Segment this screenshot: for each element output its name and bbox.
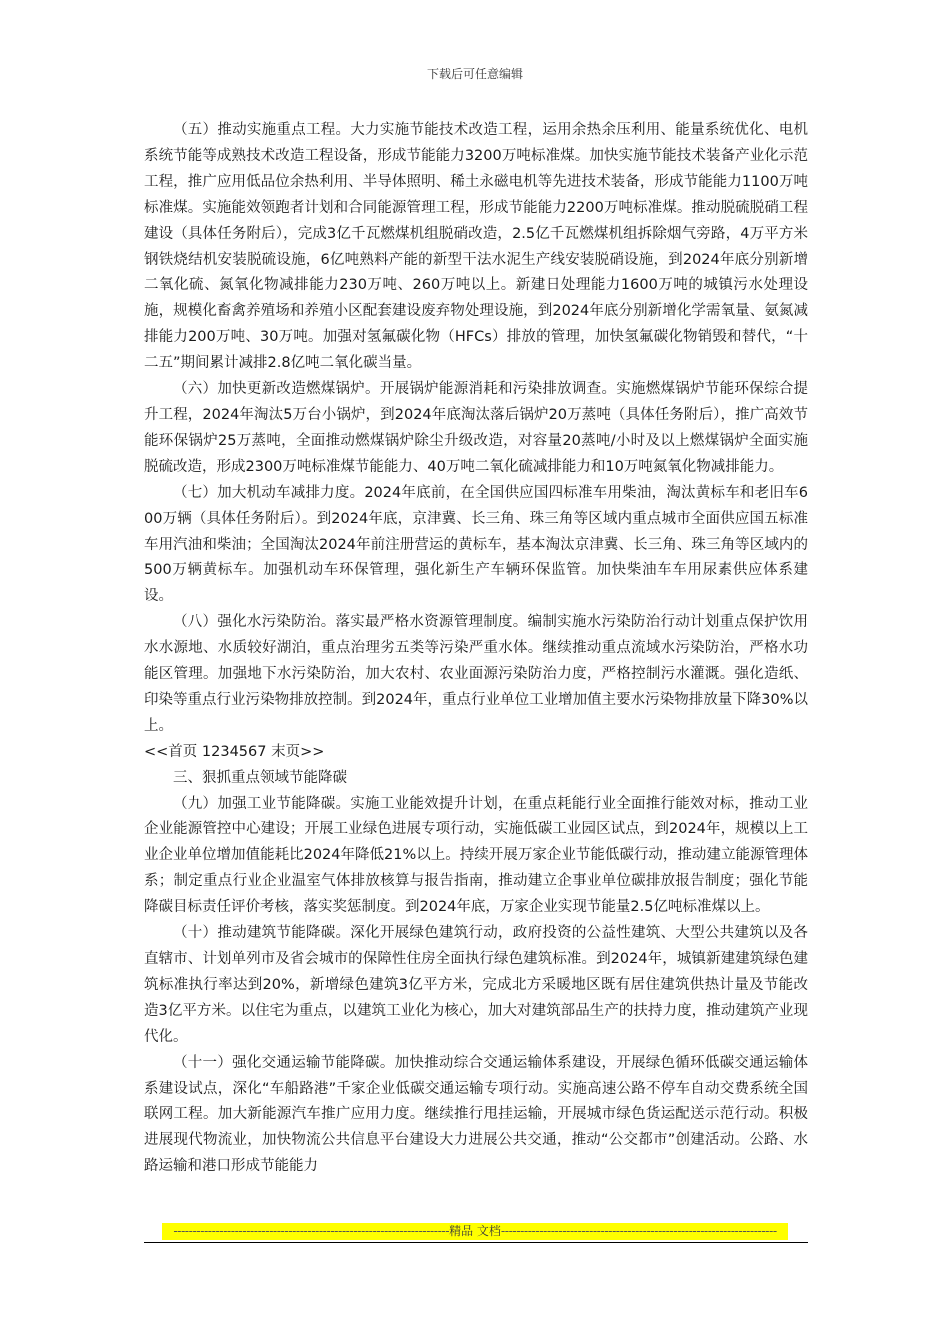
footer-label: 精品 文档 xyxy=(449,1224,501,1238)
document-body xyxy=(144,118,808,1180)
paragraph-11: （十一）强化交通运输节能降碳。加快推动综合交通运输体系建设，开展绿色循环低碳交通运输体系建设试点，深化“车船路港”千家企业低碳交通运输专项行动。实施高速公路不停车自动交费系统全国联网工程。加大新能源汽车推广应用力度。继续推行甩挂运输，开展城市绿色货运配送示范行动。积极进展现代物流业，加快物流公共信息平台建设大力进展公共交通，推动“公交都市”创建活动。公路、水路运输和港口形成节能能力 xyxy=(144,1054,808,1175)
footer-divider xyxy=(144,1242,808,1243)
footer-dashes-left: ------------------------------------------------------------------------ xyxy=(173,1224,450,1238)
paragraph-5: （五）推动实施重点工程。大力实施节能技术改造工程，运用余热余压利用、能量系统优化、电机系统节能等成熟技术改造工程设备，形成节能能力3200万吨标准煤。加快实施节能技术装备产业化示范工程，推广应用低品位余热利用、半导体照明、稀土永磁电机等先进技术装备，形成节能能力1100万吨标准煤。实施能效领跑者计划和合同能源管理工程，形成节能能力2200万吨标准煤。推动脱硫脱硝工程建设（具体任务附后），完成3亿千瓦燃煤机组脱硝改造，2.5亿千瓦燃煤机组拆除烟气旁路，4万平方米钢铁烧结机安装脱硫设施，6亿吨熟料产能的新型干法水泥生产线安装脱硝设施，到2024年底分别新增二氧化硫、氮氧化物减排能力230万吨、260万吨以上。新建日处理能力1600万吨的城镇污水处理设施，规模化畜禽养殖场和养殖小区配套建设废弃物处理设施，到2024年底分别新增化学需氧量、氨氮减排能力200万吨、30万吨。加强对氢氟碳化物（HFCs）排放的管理，加快氢氟碳化物销毁和替代，“十二五”期间累计减排2.8亿吨二氧化碳当量。 xyxy=(144,122,808,372)
footer-dashes-right: ------------------------------------------------------------------------ xyxy=(500,1224,777,1238)
section-heading: 三、狠抓重点领域节能降碳 xyxy=(173,769,347,786)
footer-banner xyxy=(162,1223,788,1240)
paragraph-10: （十）推动建筑节能降碳。深化开展绿色建筑行动，政府投资的公益性建筑、大型公共建筑以及各直辖市、计划单列市及省会城市的保障性住房全面执行绿色建筑标准。到2024年，城镇新建建筑绿色建筑标准执行率达到20%，新增绿色建筑3亿平方米，完成北方采暖地区既有居住建筑供热计量及节能改造3亿平方米。以住宅为重点，以建筑工业化为核心，加大对建筑部品生产的扶持力度，推动建筑产业现代化。 xyxy=(144,925,808,1045)
paragraph-9: （九）加强工业节能降碳。实施工业能效提升计划，在重点耗能行业全面推行能效对标，推动工业企业能源管控中心建设；开展工业绿色进展专项行动，实施低碳工业园区试点，到2024年，规模以上工业企业单位增加值能耗比2024年降低21%以上。持续开展万家企业节能低碳行动，推动建立能源管理体系；制定重点行业企业温室气体排放核算与报告指南，推动建立企事业单位碳排放报告制度；强化节能降碳目标责任评价考核，落实奖惩制度。到2024年底，万家企业实现节能量2.5亿吨标准煤以上。 xyxy=(144,795,808,916)
paragraph-7: （七）加大机动车减排力度。2024年底前，在全国供应国四标准车用柴油，淘汰黄标车和老旧车600万辆（具体任务附后）。到2024年底，京津冀、长三角、珠三角等区域内重点城市全面供应国五标准车用汽油和柴油；全国淘汰2024年前注册营运的黄标车，基本淘汰京津冀、长三角、珠三角等区域内的500万辆黄标车。加强机动车环保管理，强化新生产车辆环保监管。加快柴油车车用尿素供应体系建设。 xyxy=(144,484,808,605)
pagination-links[interactable]: <<首页 1234567 末页>> xyxy=(144,743,325,760)
page-header: 下载后可任意编辑 xyxy=(426,67,523,81)
paragraph-6: （六）加快更新改造燃煤锅炉。开展锅炉能源消耗和污染排放调查。实施燃煤锅炉节能环保综合提升工程，2024年淘汰5万台小锅炉，到2024年底淘汰落后锅炉20万蒸吨（具体任务附后），推广高效节能环保锅炉25万蒸吨，全面推动燃煤锅炉除尘升级改造，对容量20蒸吨/小时及以上燃煤锅炉全面实施脱硫改造，形成2300万吨标准煤节能能力、40万吨二氧化硫减排能力和10万吨氮氧化物减排能力。 xyxy=(144,381,808,475)
paragraph-8: （八）强化水污染防治。落实最严格水资源管理制度。编制实施水污染防治行动计划重点保护饮用水水源地、水质较好湖泊，重点治理劣五类等污染严重水体。继续推动重点流域水污染防治，严格水功能区管理。加强地下水污染防治，加大农村、农业面源污染防治力度，严格控制污水灌溉。强化造纸、印染等重点行业污染物排放控制。到2024年，重点行业单位工业增加值主要水污染物排放量下降30%以上。 xyxy=(144,614,808,734)
